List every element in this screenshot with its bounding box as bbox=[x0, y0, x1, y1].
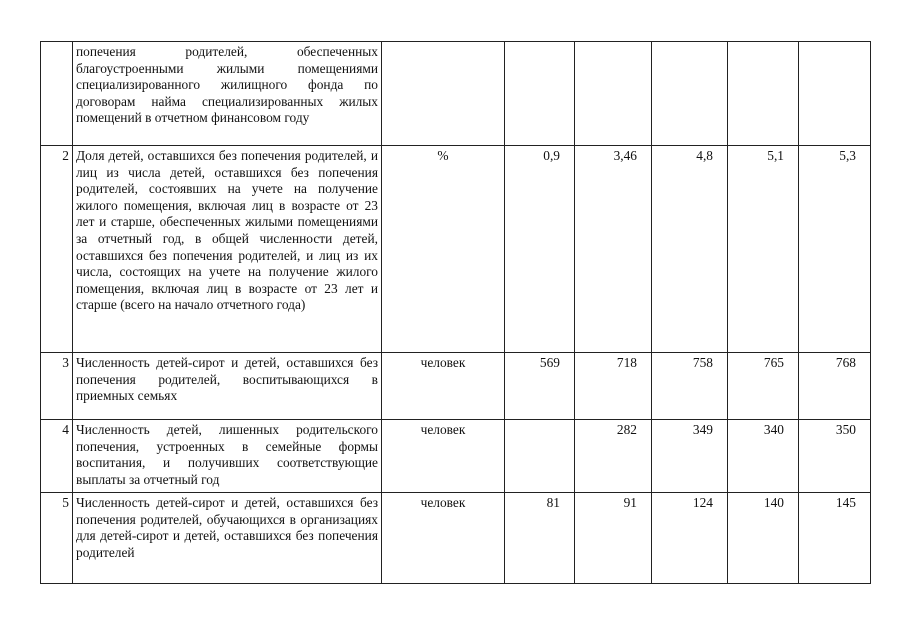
value-cell bbox=[728, 42, 799, 146]
indicator-description: Численность детей, лишенных родительского попечения, устроенных в семейные формы воспитания, и получивших соответствующие выплаты за отчетный год bbox=[73, 420, 382, 493]
value-cell: 0,9 bbox=[505, 146, 575, 353]
value-cell: 569 bbox=[505, 353, 575, 420]
table-row bbox=[41, 42, 871, 146]
value-cell: 145 bbox=[799, 493, 871, 584]
indicator-description: Численность детей-сирот и детей, оставшихся без попечения родителей, воспитывающихся в приемных семьях bbox=[73, 353, 382, 420]
unit-of-measure: человек bbox=[382, 420, 505, 493]
value-cell: 282 bbox=[575, 420, 652, 493]
indicator-description: попечения родителей, обеспеченных благоустроенными жилыми помещениями специализированного жилищного фонда по договорам найма специализированных жилых помещений в отчетном финансовом году bbox=[73, 42, 382, 146]
value-cell: 3,46 bbox=[575, 146, 652, 353]
indicator-description: Численность детей-сирот и детей, оставшихся без попечения родителей, обучающихся в организациях для детей-сирот и детей, оставшихся без попечения родителей bbox=[73, 493, 382, 584]
value-cell: 718 bbox=[575, 353, 652, 420]
value-cell bbox=[799, 42, 871, 146]
value-cell: 81 bbox=[505, 493, 575, 584]
value-cell: 5,1 bbox=[728, 146, 799, 353]
value-cell: 758 bbox=[652, 353, 728, 420]
unit-of-measure bbox=[382, 42, 505, 146]
value-cell: 765 bbox=[728, 353, 799, 420]
table-row bbox=[41, 493, 871, 584]
value-cell bbox=[505, 420, 575, 493]
value-cell: 340 bbox=[728, 420, 799, 493]
row-number: 2 bbox=[41, 146, 73, 353]
value-cell: 91 bbox=[575, 493, 652, 584]
value-cell bbox=[505, 42, 575, 146]
indicators-table bbox=[40, 41, 871, 584]
row-number bbox=[41, 42, 73, 146]
row-number: 3 bbox=[41, 353, 73, 420]
row-number: 4 bbox=[41, 420, 73, 493]
table-body bbox=[41, 42, 871, 584]
value-cell: 768 bbox=[799, 353, 871, 420]
table-row bbox=[41, 146, 871, 353]
value-cell: 4,8 bbox=[652, 146, 728, 353]
table-row bbox=[41, 353, 871, 420]
row-number: 5 bbox=[41, 493, 73, 584]
value-cell: 5,3 bbox=[799, 146, 871, 353]
value-cell: 350 bbox=[799, 420, 871, 493]
table-row bbox=[41, 420, 871, 493]
unit-of-measure: человек bbox=[382, 493, 505, 584]
value-cell bbox=[575, 42, 652, 146]
value-cell: 140 bbox=[728, 493, 799, 584]
value-cell bbox=[652, 42, 728, 146]
unit-of-measure: % bbox=[382, 146, 505, 353]
unit-of-measure: человек bbox=[382, 353, 505, 420]
indicator-description: Доля детей, оставшихся без попечения родителей, и лиц из числа детей, оставшихся без попечения родителей, состоявших на учете на получение жилого помещения, включая лиц в возрасте от 23 лет и старше, обеспеченных жилыми помещениями за отчетный год, в общей численности детей, оставшихся без попечения родителей, и лиц из их числа, состоящих на учете на получение жилого помещения, включая лиц в возрасте от 23 лет и старше (всего на начало отчетного года) bbox=[73, 146, 382, 353]
value-cell: 124 bbox=[652, 493, 728, 584]
value-cell: 349 bbox=[652, 420, 728, 493]
